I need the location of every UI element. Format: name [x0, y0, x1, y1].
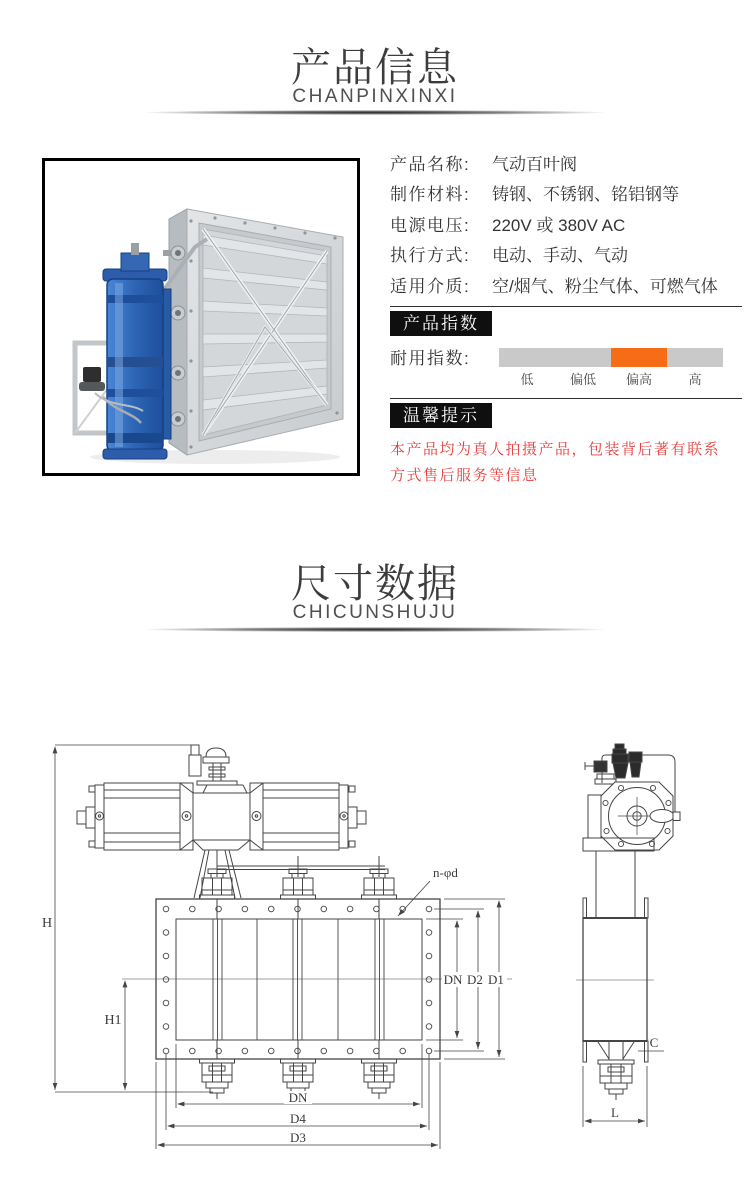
divider-line — [390, 306, 742, 307]
spec-row-drive — [390, 241, 746, 271]
durability-label: 耐用指数: — [390, 349, 471, 368]
scale-low: 低 — [520, 372, 534, 387]
drawing-labels — [42, 865, 658, 1145]
tips-line-1: 本产品均为真人拍摄产品，包装背后著有联系 — [390, 441, 721, 458]
pneumatic-cylinder — [103, 243, 171, 459]
spec-value: 气动百叶阀 — [492, 155, 577, 174]
spec-label: 产品名称: — [390, 155, 471, 174]
spec-row-voltage — [390, 211, 746, 241]
pneumatic-actuator-front — [77, 781, 366, 850]
scale-highish: 偏高 — [625, 372, 652, 387]
dim-label-d1: D1 — [488, 972, 504, 987]
actuator-side — [583, 744, 680, 851]
dim-label-n-phi-d: n-φd — [433, 865, 458, 880]
durability-bar — [499, 348, 723, 367]
tips-badge: 温馨提示 — [390, 403, 492, 428]
dim-label-h1: H1 — [104, 1013, 122, 1028]
spec-label: 适用介质: — [390, 276, 471, 296]
dim-label-d3: D3 — [290, 1130, 306, 1145]
scale-lowish: 偏低 — [569, 372, 596, 387]
damper-body-side — [576, 851, 654, 1062]
product-info-subtitle: CHANPINXINXI — [292, 86, 458, 107]
dimension-subtitle: CHICUNSHUJU — [292, 602, 458, 623]
durability-scale — [499, 369, 723, 388]
spec-label: 执行方式: — [390, 246, 471, 266]
product-info-title: 产品信息 — [291, 46, 459, 90]
divider-line — [390, 398, 742, 399]
header-divider-shadow — [145, 627, 605, 632]
product-photo — [42, 158, 360, 476]
air-filter-regulator — [612, 744, 642, 778]
dim-label-d2: D2 — [467, 972, 483, 987]
dim-label-dn-right: DN — [443, 972, 463, 987]
dim-label-d4: D4 — [290, 1111, 306, 1126]
dim-label-h: H — [41, 916, 53, 931]
dimension-drawing — [0, 726, 750, 1196]
dim-label-l: L — [611, 1105, 619, 1120]
spec-value: 空/烟气、粉尘气体、可燃气体 — [492, 276, 718, 296]
spec-list — [390, 150, 746, 302]
dim-label-dn-bottom: DN — [288, 1090, 308, 1105]
side-view-drawing — [576, 744, 680, 1127]
spec-row-media — [390, 272, 746, 302]
tips-line-2: 方式售后服务等信息 — [390, 466, 539, 484]
solenoid-valve-front — [189, 745, 229, 781]
tips-text — [390, 437, 746, 488]
durability-bar-active — [611, 348, 667, 367]
spec-row-material — [390, 180, 746, 210]
spec-value: 铸钢、不锈钢、铭铝钢等 — [492, 185, 679, 205]
spec-label: 制作材料: — [390, 185, 471, 205]
spec-row-name — [390, 150, 746, 180]
spec-value: 电动、手动、气动 — [492, 246, 628, 266]
product-photo-illustration — [45, 161, 357, 473]
louver-blade-lines — [213, 919, 384, 1040]
bottom-bearing-side — [598, 1060, 634, 1100]
top-shaft-bearings — [200, 869, 397, 899]
spec-value: 220V 或 380V AC — [492, 215, 626, 235]
scale-high: 高 — [688, 372, 702, 387]
dimension-title: 尺寸数据 — [291, 562, 459, 606]
product-index-badge: 产品指数 — [390, 311, 492, 336]
spec-label: 电源电压: — [390, 215, 471, 235]
front-view-drawing — [55, 745, 512, 1149]
header-divider-shadow — [145, 110, 605, 115]
dim-label-c: C — [649, 1035, 659, 1050]
